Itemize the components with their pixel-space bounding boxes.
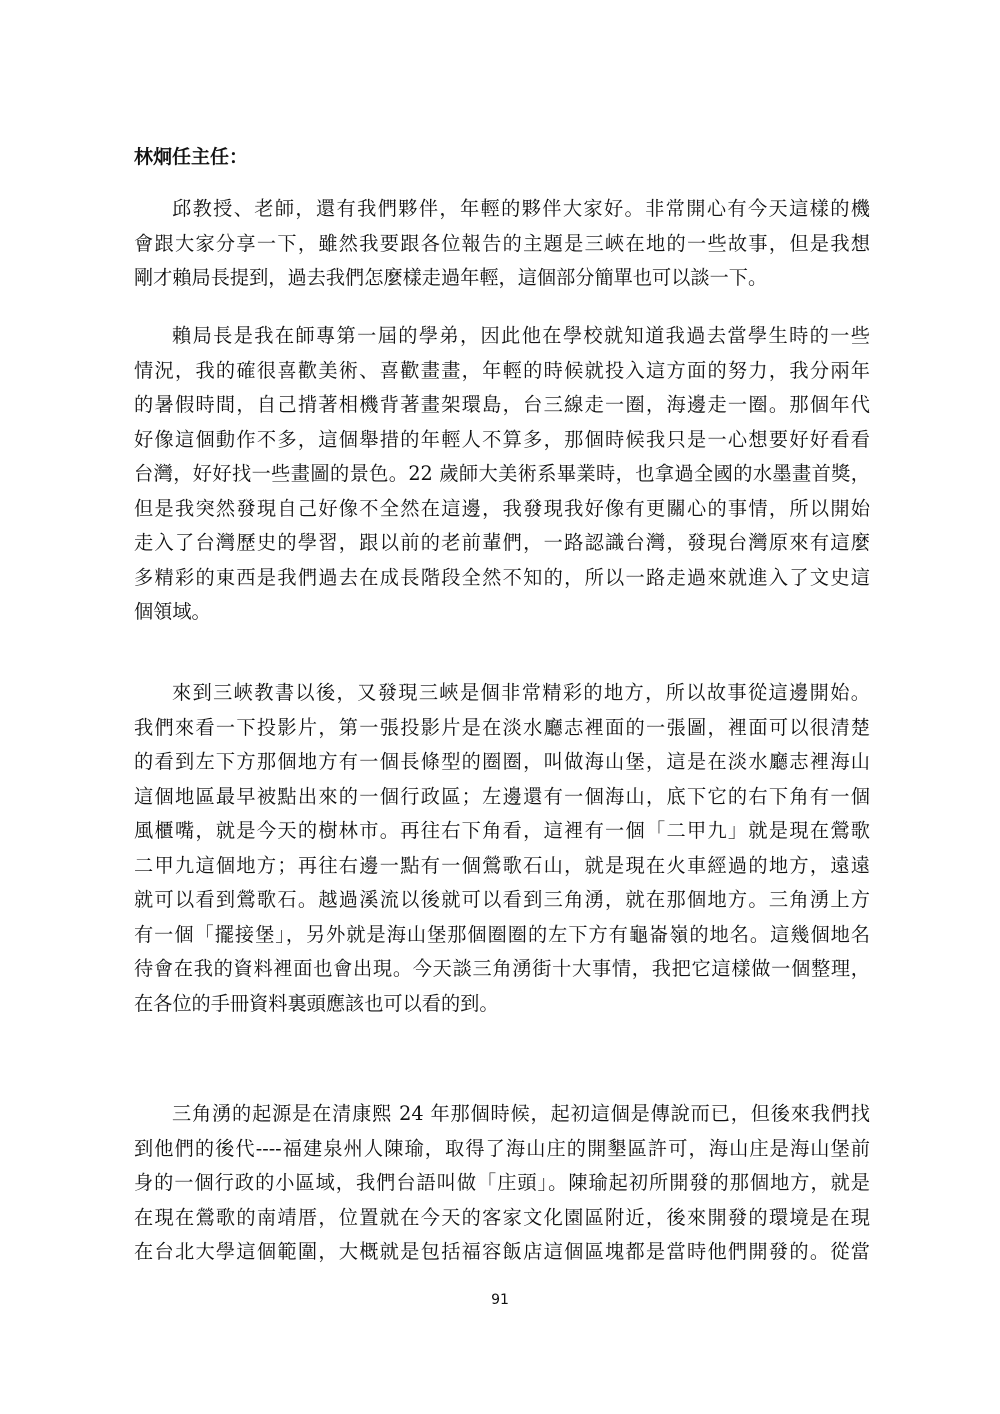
text-line: 在各位的手冊資料裏頭應該也可以看的到。 [134, 991, 499, 1015]
text-line: 風櫃嘴，就是今天的樹林市。再往右下角看，這裡有一個「二甲九」就是現在鶯歌 [134, 819, 870, 842]
text-line: 的看到左下方那個地方有一個長條型的圈圈，叫做海山堡，這是在淡水廳志裡海山 [134, 750, 870, 773]
text-line: 的暑假時間，自己揹著相機背著畫架環島，台三線走一圈，海邊走一圈。那個年代 [134, 393, 870, 416]
text-line: 好像這個動作不多，這個舉措的年輕人不算多，那個時候我只是一心想要好好看看 [134, 427, 870, 451]
text-line: 在台北大學這個範圍，大概就是包括福容飯店這個區塊都是當時他們開發的。從當 [134, 1240, 870, 1263]
text-line: 走入了台灣歷史的學習，跟以前的老前輩們，一路認識台灣，發現台灣原來有這麼 [134, 531, 870, 554]
paragraph-2 [134, 319, 870, 630]
text-line: 這個地區最早被點出來的一個行政區；左邊還有一個海山，底下它的右下角有一個 [134, 784, 870, 808]
text-line: 會跟大家分享一下，雖然我要跟各位報告的主題是三峽在地的一些故事，但是我想 [134, 231, 870, 255]
text-line: 個領域。 [134, 600, 211, 623]
text-line: 身的一個行政的小區域，我們台語叫做「庄頭」。陳瑜起初所開發的那個地方，就是 [134, 1171, 870, 1194]
text-line: 多精彩的東西是我們過去在成長階段全然不知的，所以一路走過來就進入了文史這 [134, 565, 870, 589]
paragraph-3 [134, 676, 870, 1021]
text-line: 但是我突然發現自己好像不全然在這邊，我發現我好像有更關心的事情，所以開始 [134, 496, 870, 520]
text-line: 就可以看到鶯歌石。越過溪流以後就可以看到三角湧，就在那個地方。三角湧上方 [134, 888, 870, 911]
text-line: 剛才賴局長提到，過去我們怎麼樣走過年輕，這個部分簡單也可以談一下。 [134, 266, 768, 289]
page-number: 91 [491, 1292, 509, 1308]
text-line: 情況，我的確很喜歡美術、喜歡畫畫，年輕的時候就投入這方面的努力，我分兩年 [134, 358, 870, 382]
text-line: 來到三峽教書以後，又發現三峽是個非常精彩的地方，所以故事從這邊開始。 [172, 681, 870, 704]
paragraph-1 [134, 192, 870, 296]
text-line: 邱教授、老師，還有我們夥伴，年輕的夥伴大家好。非常開心有今天這樣的機 [172, 197, 870, 220]
text-line: 有一個「擺接堡」，另外就是海山堡那個圈圈的左下方有龜崙嶺的地名。這幾個地名 [134, 922, 870, 946]
text-line: 我們來看一下投影片，第一張投影片是在淡水廳志裡面的一張圖，裡面可以很清楚 [134, 715, 870, 739]
text-line: 三角湧的起源是在清康熙 24 年那個時候，起初這個是傳說而已，但後來我們找 [172, 1102, 870, 1125]
text-line: 台灣，好好找一些畫圖的景色。22 歲師大美術系畢業時，也拿過全國的水墨畫首獎， [134, 462, 870, 485]
text-line: 待會在我的資料裡面也會出現。今天談三角湧街十大事情，我把它這樣做一個整理， [134, 957, 870, 980]
text-line: 賴局長是我在師專第一屆的學弟，因此他在學校就知道我過去當學生時的一些 [172, 324, 870, 347]
text-line: 二甲九這個地方；再往右邊一點有一個鶯歌石山，就是現在火車經過的地方，遠遠 [134, 853, 870, 877]
text-line: 到他們的後代----福建泉州人陳瑜，取得了海山庄的開墾區許可，海山庄是海山堡前 [134, 1136, 870, 1160]
text-line: 在現在鶯歌的南靖厝，位置就在今天的客家文化園區附近，後來開發的環境是在現 [134, 1205, 870, 1229]
paragraph-4 [134, 1097, 870, 1270]
speaker-heading: 林炯任主任： [134, 146, 249, 168]
